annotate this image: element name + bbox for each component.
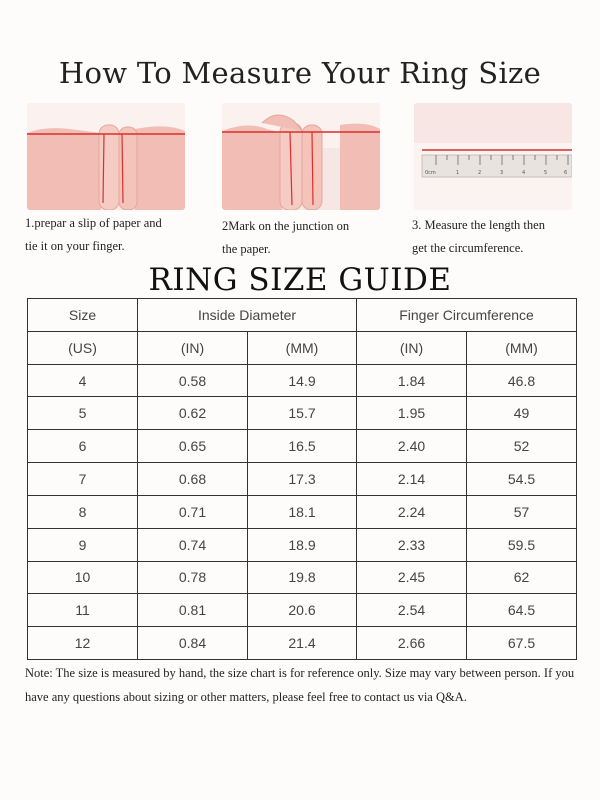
ring-size-table: [27, 298, 577, 660]
size-cell: 12: [28, 627, 138, 660]
circumference-in-cell: 2.33: [357, 528, 467, 561]
ruler-tick-label: 4: [522, 170, 526, 176]
step-1-line-1: 1.prepar a slip of paper and: [25, 216, 162, 230]
table-row: [28, 397, 577, 430]
ruler-unit-label: 0cm: [425, 170, 436, 176]
step-3-line-2: get the circumference.: [412, 241, 524, 255]
size-cell: 7: [28, 463, 138, 496]
diameter-in-cell: 0.74: [138, 528, 248, 561]
diameter-header: Inside Diameter: [138, 299, 357, 332]
table-row: [28, 364, 577, 397]
diameter-mm-cell: 18.9: [248, 528, 357, 561]
circumference-in-cell: 2.66: [357, 627, 467, 660]
size-cell: 6: [28, 430, 138, 463]
step-2-line-2: the paper.: [222, 242, 271, 256]
diameter-in-cell: 0.58: [138, 364, 248, 397]
circumference-mm-cell: 67.5: [467, 627, 577, 660]
diameter-mm-cell: 18.1: [248, 495, 357, 528]
step-1-line-2: tie it on your finger.: [25, 239, 125, 253]
diameter-mm-cell: 16.5: [248, 430, 357, 463]
step-2-line-1: 2Mark on the junction on: [222, 219, 350, 233]
circumference-in-cell: 2.24: [357, 495, 467, 528]
size-unit-header: (US): [28, 331, 138, 364]
ruler-tick-label: 6: [564, 170, 568, 176]
table-row: [28, 594, 577, 627]
circumference-mm-cell: 46.8: [467, 364, 577, 397]
diameter-mm-header: (MM): [248, 331, 357, 364]
circumference-in-cell: 1.95: [357, 397, 467, 430]
finger-mark-photo: [222, 103, 380, 210]
circumference-in-cell: 2.54: [357, 594, 467, 627]
ruler-tick-label: 3: [500, 170, 504, 176]
size-cell: 9: [28, 528, 138, 561]
circumference-in-cell: 2.14: [357, 463, 467, 496]
note-text: Note: The size is measured by hand, the size chart is for reference only. Size may vary between person. If you have any questions about sizing or other matters, please feel free to contact us via Q&A.: [25, 666, 575, 704]
table-group-header-row: [28, 299, 577, 332]
table-row: [28, 495, 577, 528]
diameter-in-header: (IN): [138, 331, 248, 364]
table-unit-header-row: [28, 331, 577, 364]
table-row: [28, 561, 577, 594]
page-title: How To Measure Your Ring Size: [58, 56, 542, 90]
diameter-in-cell: 0.81: [138, 594, 248, 627]
diameter-in-cell: 0.71: [138, 495, 248, 528]
diameter-in-cell: 0.78: [138, 561, 248, 594]
step-3-caption: [412, 214, 545, 260]
ruler-measure-photo: [414, 103, 572, 210]
size-header: Size: [28, 299, 138, 332]
circumference-in-cell: 2.45: [357, 561, 467, 594]
diameter-mm-cell: 14.9: [248, 364, 357, 397]
diameter-mm-cell: 15.7: [248, 397, 357, 430]
circumference-in-header: (IN): [357, 331, 467, 364]
circumference-in-cell: 1.84: [357, 364, 467, 397]
circumference-mm-cell: 49: [467, 397, 577, 430]
circumference-mm-cell: 57: [467, 495, 577, 528]
diameter-mm-cell: 20.6: [248, 594, 357, 627]
circumference-mm-cell: 64.5: [467, 594, 577, 627]
step-1-caption: [25, 212, 162, 258]
size-cell: 4: [28, 364, 138, 397]
table-row: [28, 528, 577, 561]
circumference-in-cell: 2.40: [357, 430, 467, 463]
size-cell: 11: [28, 594, 138, 627]
circumference-mm-cell: 52: [467, 430, 577, 463]
ruler-tick-label: 5: [544, 170, 548, 176]
table-row: [28, 627, 577, 660]
size-cell: 8: [28, 495, 138, 528]
diameter-in-cell: 0.65: [138, 430, 248, 463]
circumference-mm-cell: 62: [467, 561, 577, 594]
diameter-in-cell: 0.84: [138, 627, 248, 660]
size-cell: 5: [28, 397, 138, 430]
diameter-mm-cell: 17.3: [248, 463, 357, 496]
ruler-tick-label: 1: [456, 170, 460, 176]
step-2-caption: [222, 215, 349, 261]
table-row: [28, 463, 577, 496]
finger-string-photo: [27, 103, 185, 210]
circumference-mm-cell: 54.5: [467, 463, 577, 496]
diameter-in-cell: 0.68: [138, 463, 248, 496]
circumference-header: Finger Circumference: [357, 299, 577, 332]
diameter-mm-cell: 21.4: [248, 627, 357, 660]
diameter-in-cell: 0.62: [138, 397, 248, 430]
ruler-tick-label: 2: [478, 170, 482, 176]
table-row: [28, 430, 577, 463]
size-cell: 10: [28, 561, 138, 594]
guide-title: RING SIZE GUIDE: [148, 262, 452, 298]
step-3-line-1: 3. Measure the length then: [412, 218, 545, 232]
circumference-mm-header: (MM): [467, 331, 577, 364]
diameter-mm-cell: 19.8: [248, 561, 357, 594]
circumference-mm-cell: 59.5: [467, 528, 577, 561]
